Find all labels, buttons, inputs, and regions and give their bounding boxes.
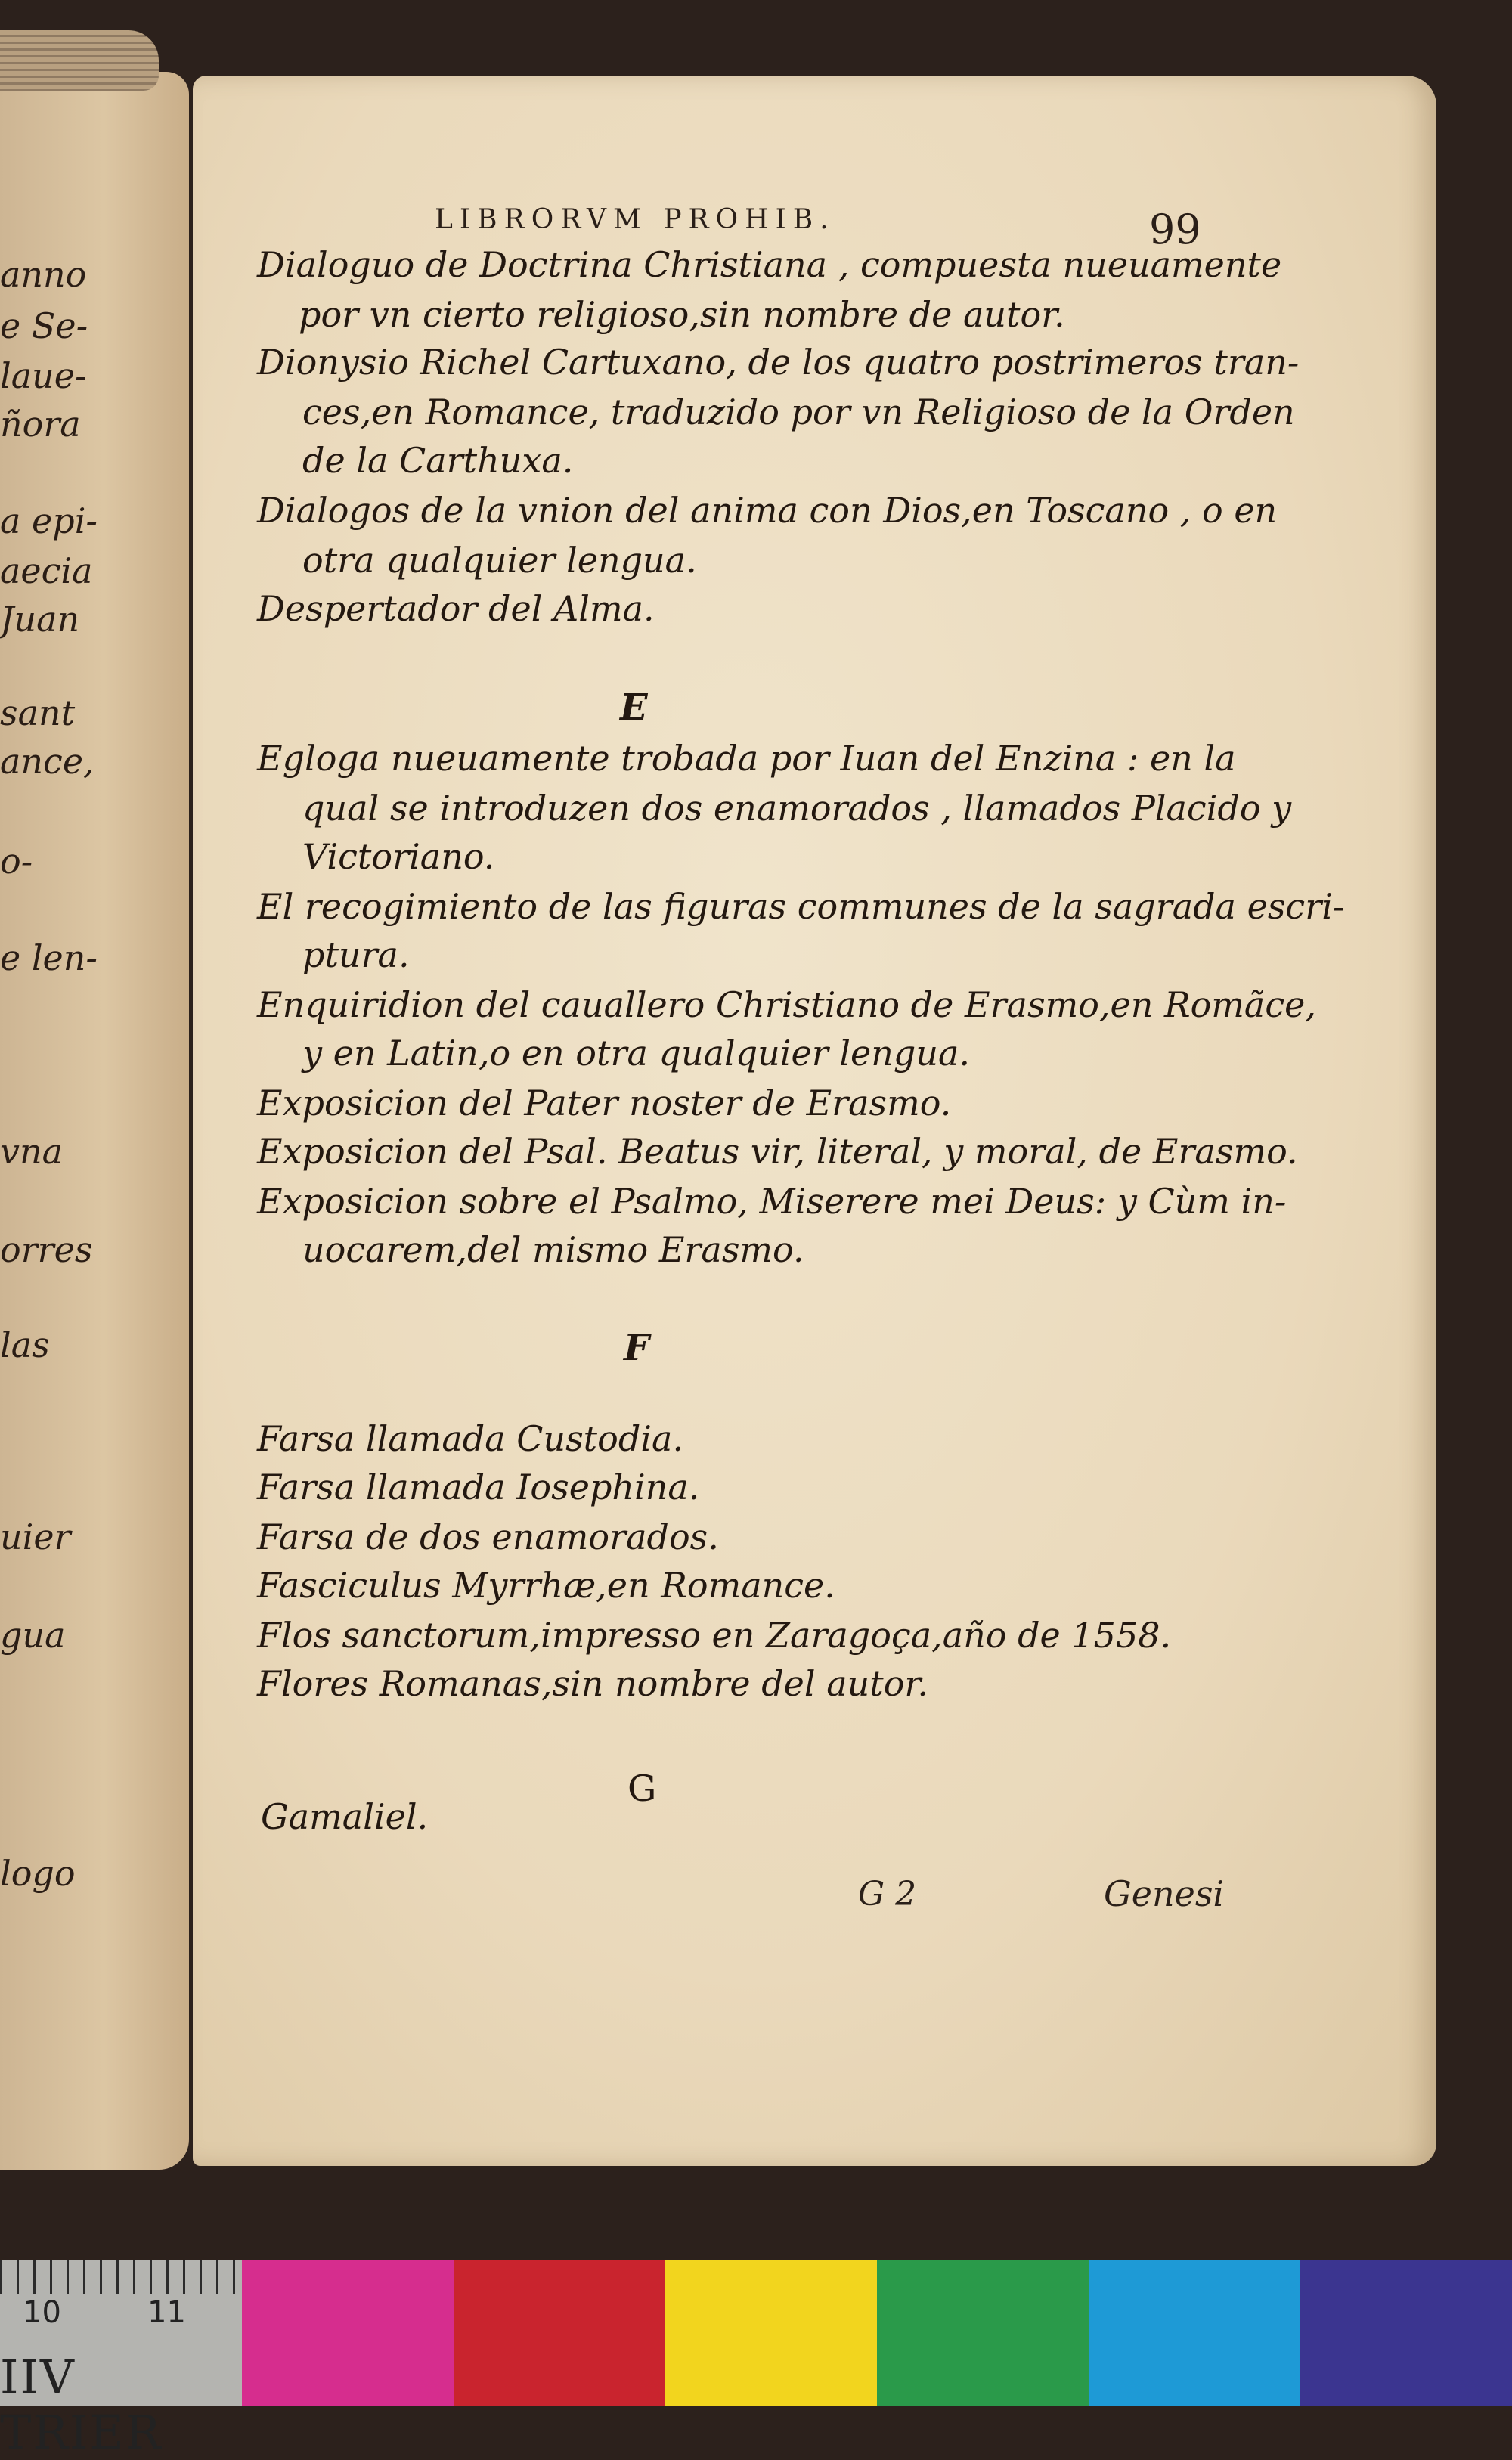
left-fragment: a epi- xyxy=(0,500,98,541)
entry-line: Farsa llamada Iosephina. xyxy=(257,1467,700,1507)
color-swatch xyxy=(242,2260,454,2406)
left-fragment: aecia xyxy=(0,550,93,591)
color-swatch xyxy=(1300,2260,1512,2406)
ruler-number: 10 xyxy=(23,2295,61,2330)
entry-line: Egloga nueuamente trobada por Iuan del Enzina : en la xyxy=(257,738,1236,779)
section-letter: G xyxy=(627,1768,657,1810)
entry-line: Enquiridion del cauallero Christiano de Erasmo,en Romãce, xyxy=(257,984,1316,1025)
running-head: LIBRORVM PROHIB. xyxy=(435,204,835,235)
left-fragment: laue- xyxy=(0,355,87,396)
entry-line: Fasciculus Myrrhæ,en Romance. xyxy=(257,1565,835,1606)
entry-line: Dionysio Richel Cartuxano, de los quatro postrimeros tran- xyxy=(257,342,1300,383)
measurement-ruler xyxy=(0,2260,242,2460)
left-fragment: uier xyxy=(0,1517,71,1557)
entry-line: Farsa de dos enamorados. xyxy=(257,1517,719,1557)
entry-line: ptura. xyxy=(302,934,410,975)
section-letter: E xyxy=(620,686,648,729)
entry-line: Victoriano. xyxy=(302,836,495,877)
color-swatch xyxy=(454,2260,665,2406)
entry-line: Flores Romanas,sin nombre del autor. xyxy=(257,1663,928,1704)
left-fragment: logo xyxy=(0,1853,76,1894)
entry-line: Dialoguo de Doctrina Christiana , compuesta nueuamente xyxy=(257,244,1282,285)
catchword: Genesi xyxy=(1104,1873,1225,1914)
entry-line: y en Latin,o en otra qualquier lengua. xyxy=(302,1033,971,1074)
entry-line: Dialogos de la vnion del anima con Dios,en Toscano , o en xyxy=(257,490,1278,531)
page-number: 99 xyxy=(1149,206,1201,253)
entry-line: Exposicion sobre el Psalmo, Miserere mei Deus: y Cùm in- xyxy=(257,1181,1287,1222)
page-edges-stack xyxy=(0,30,159,91)
ruler-ticks xyxy=(0,2260,242,2294)
left-fragment: orres xyxy=(0,1229,93,1270)
entry-line: por vn cierto religioso,sin nombre de autor. xyxy=(299,294,1065,335)
color-swatch xyxy=(665,2260,877,2406)
section-letter: F xyxy=(624,1327,650,1369)
left-fragment: o- xyxy=(0,841,33,881)
entry-line: otra qualquier lengua. xyxy=(302,540,697,581)
entry-line: ces,en Romance, traduzido por vn Religioso de la Orden xyxy=(302,392,1295,432)
left-fragment: anno xyxy=(0,254,87,295)
left-fragment: gua xyxy=(0,1615,66,1656)
entry-line: Exposicion del Psal. Beatus vir, literal, y moral, de Erasmo. xyxy=(257,1131,1298,1172)
entry-line: de la Carthuxa. xyxy=(302,440,574,481)
color-swatch xyxy=(877,2260,1089,2406)
left-fragment: vna xyxy=(0,1131,64,1172)
entry-line: Despertador del Alma. xyxy=(257,588,655,629)
entry-line: Exposicion del Pater noster de Erasmo. xyxy=(257,1083,952,1123)
signature-mark: G 2 xyxy=(858,1875,917,1913)
entry-line: Gamaliel. xyxy=(261,1796,429,1837)
entry-line: qual se introduzen dos enamorados , llamados Placido y xyxy=(302,788,1292,829)
left-fragment: ñora xyxy=(0,404,81,445)
left-fragment: Juan xyxy=(0,599,80,640)
ruler-caption: IIV TRIER xyxy=(0,2350,163,2460)
left-fragment: sant xyxy=(0,692,76,733)
left-fragment: e len- xyxy=(0,937,98,978)
left-fragment: e Se- xyxy=(0,305,88,346)
left-fragment: ance, xyxy=(0,741,94,782)
color-swatch xyxy=(1089,2260,1300,2406)
entry-line: Flos sanctorum,impresso en Zaragoça,año de 1558. xyxy=(257,1615,1172,1656)
color-calibration-strip xyxy=(242,2260,1512,2406)
entry-line: uocarem,del mismo Erasmo. xyxy=(302,1229,804,1270)
left-fragment: las xyxy=(0,1324,50,1365)
entry-line: El recogimiento de las figuras communes de la sagrada escri- xyxy=(257,886,1345,927)
ruler-number: 11 xyxy=(147,2295,186,2330)
entry-line: Farsa llamada Custodia. xyxy=(257,1418,684,1459)
